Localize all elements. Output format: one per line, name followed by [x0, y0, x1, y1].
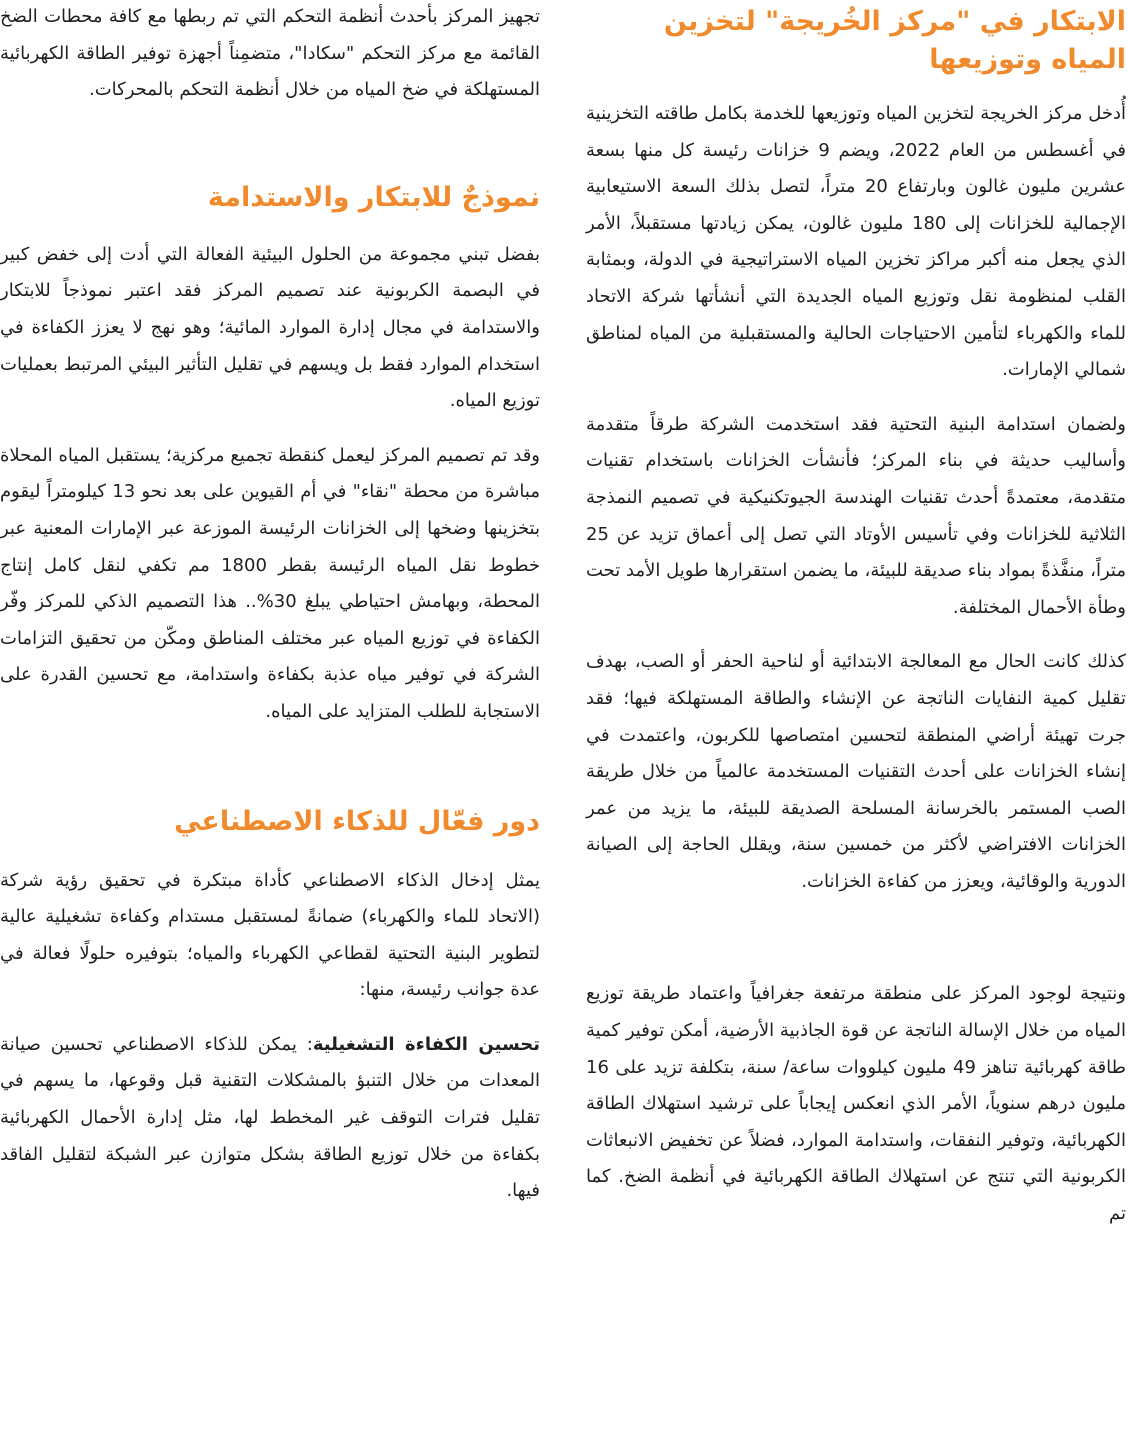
paragraph-storage-capacity: أُدخل مركز الخريجة لتخزين المياه وتوزيعها للخدمة بكامل طاقته التخزينية في أغسطس من العام 2022، ويضم 9 خزانات رئيسة كل منها بسعة عشرين مليون غالون وبارتفاع 20 متراً، لتصل بذلك السعة الاستيعابية الإجمالية للخزانات إلى 180 مليون غالون، يمكن زيادتها مستقبلاً، الأمر الذي يجعل منه أكبر مراكز تخزين المياه الاستراتيجية في الدولة، وبمثابة القلب لمنظومة نقل وتوزيع المياه الجديدة التي أنشأتها شركة الاتحاد للماء والكهرباء لتأمين الاحتياجات الحالية والمستقبلية من المياه لمناطق شمالي الإمارات.	[586, 103, 1127, 381]
operational-efficiency-text: : يمكن للذكاء الاصطناعي تحسين صيانة المعدات من خلال التنبؤ بالمشكلات التقنية قبل وقوعها، ما يسهم في تقليل فترات التوقف غير المخطط لها، مثل إدارة الأحمال الكهربائية بكفاءة من خلال توزيع الطاقة بشكل متوازن عبر الشبكة لتقليل الفاقد فيها.	[0, 1033, 540, 1202]
section-title-sustainability-model: نموذجٌ للابتكار والاستدامة	[207, 181, 540, 213]
paragraph-energy-savings: ونتيجة لوجود المركز على منطقة مرتفعة جغرافياً واعتماد طريقة توزيع المياه من خلال الإسالة الناتجة عن قوة الجاذبية الأرضية، أمكن توفير كمية طاقة كهربائية تناهز 49 مليون كيلووات ساعة/ سنة، بتكلفة تزيد على 16 مليون درهم سنوياً، الأمر الذي انعكس إيجاباً على ترشيد استهلاك الطاقة الكهربائية، وتوفير النفقات، واستدامة الموارد، فضلاً عن تخفيض الانبعاثات الكربونية التي تنتج عن استهلاك الطاقة الكهربائية في أنظمة الضخ. كما تم	[586, 983, 1126, 1225]
paragraph-operational-efficiency	[0, 1027, 540, 1210]
paragraph-ai-intro: يمثل إدخال الذكاء الاصطناعي كأداة مبتكرة في تحقيق رؤية شركة (الاتحاد للماء والكهرباء) ضمانةً لمستقبل مستدام وكفاءة تشغيلية عالية لتطوير البنية التحتية لقطاعي الكهرباء والمياه؛ بتوفيره حلولًا فعالة في عدة جوانب رئيسة، منها:	[0, 869, 540, 1001]
operational-efficiency-heading: تحسين الكفاءة التشغيلية	[312, 1033, 540, 1055]
paragraph-environmental-solutions: بفضل تبني مجموعة من الحلول البيئية الفعالة التي أدت إلى خفض كبير في البصمة الكربونية عند تصميم المركز فقد اعتبر نموذجاً للابتكار والاستدامة في مجال إدارة الموارد المائية؛ وهو نهج لا يعزز الكفاءة في استخدام الموارد فقط بل ويسهم في تقليل التأثير البيئي المرتبط بعمليات توزيع المياه.	[0, 243, 540, 412]
left-column	[0, 0, 540, 1210]
section-title-ai-role: دور فعّال للذكاء الاصطناعي	[174, 805, 540, 837]
paragraph-collection-point: وقد تم تصميم المركز ليعمل كنقطة تجميع مركزية؛ يستقبل المياه المحلاة مباشرة من محطة "نقاء" في أم القيوين على بعد نحو 13 كيلومتراً ليقوم بتخزينها وضخها إلى الخزانات الرئيسة الموزعة عبر الإمارات المعنية عبر خطوط نقل المياه الرئيسة بقطر 1800 مم تكفي لنقل كامل إنتاج المحطة، وبهامش احتياطي يبلغ 30%.. هذا التصميم الذكي للمركز وفّر الكفاءة في توزيع المياه عبر مختلف المناطق ومكّن من تحقيق التزامات الشركة في توفير مياه عذبة بكفاءة واستدامة، مع تحسين القدرة على الاستجابة للطلب المتزايد على المياه.	[0, 444, 540, 722]
section-title-storage-innovation: الابتكار في "مركز الخُريجة" لتخزين المياه وتوزيعها	[663, 6, 1126, 75]
paragraph-construction-methods: كذلك كانت الحال مع المعالجة الابتدائية أو لناحية الحفر أو الصب، بهدف تقليل كمية النفايات الناتجة عن الإنشاء والطاقة المستهلكة فيها؛ فقد جرت تهيئة أراضي المنطقة لتحسين امتصاصها للكربون، واعتمدت في إنشاء الخزانات على أحدث التقنيات المستخدمة عالمياً من خلال طريقة الصب المستمر بالخرسانة المسلحة الصديقة للبيئة، ما يزيد من عمر الخزانات الافتراضي لأكثر من خمسين سنة، ويقلل الحاجة إلى الصيانة الدورية والوقائية، ويعزز من كفاءة الخزانات.	[586, 651, 1126, 892]
paragraph-infrastructure-sustainability: ولضمان استدامة البنية التحتية فقد استخدمت الشركة طرقاً متقدمة وأساليب حديثة في بناء المركز؛ فأنشأت الخزانات باستخدام تقنيات متقدمة، معتمدةً أحدث تقنيات الهندسة الجيوتكنيكية في تصميم النمذجة الثلاثية للخزانات وفي تأسيس الأوتاد التي تصل إلى أعماق تزيد عن 25 متراً، منفَّذةً بمواد بناء صديقة للبيئة، ما يضمن استقرارها طويل الأمد تحت وطأة الأحمال المختلفة.	[586, 413, 1126, 618]
right-column	[586, 0, 1126, 1233]
paragraph-control-systems: تجهيز المركز بأحدث أنظمة التحكم التي تم ربطها مع كافة محطات الضخ القائمة مع مركز التحكم "سكادا"، متضمِناً أجهزة توفير الطاقة الكهربائية المستهلكة في ضخ المياه من خلال أنظمة التحكم بالمحركات.	[0, 6, 540, 101]
